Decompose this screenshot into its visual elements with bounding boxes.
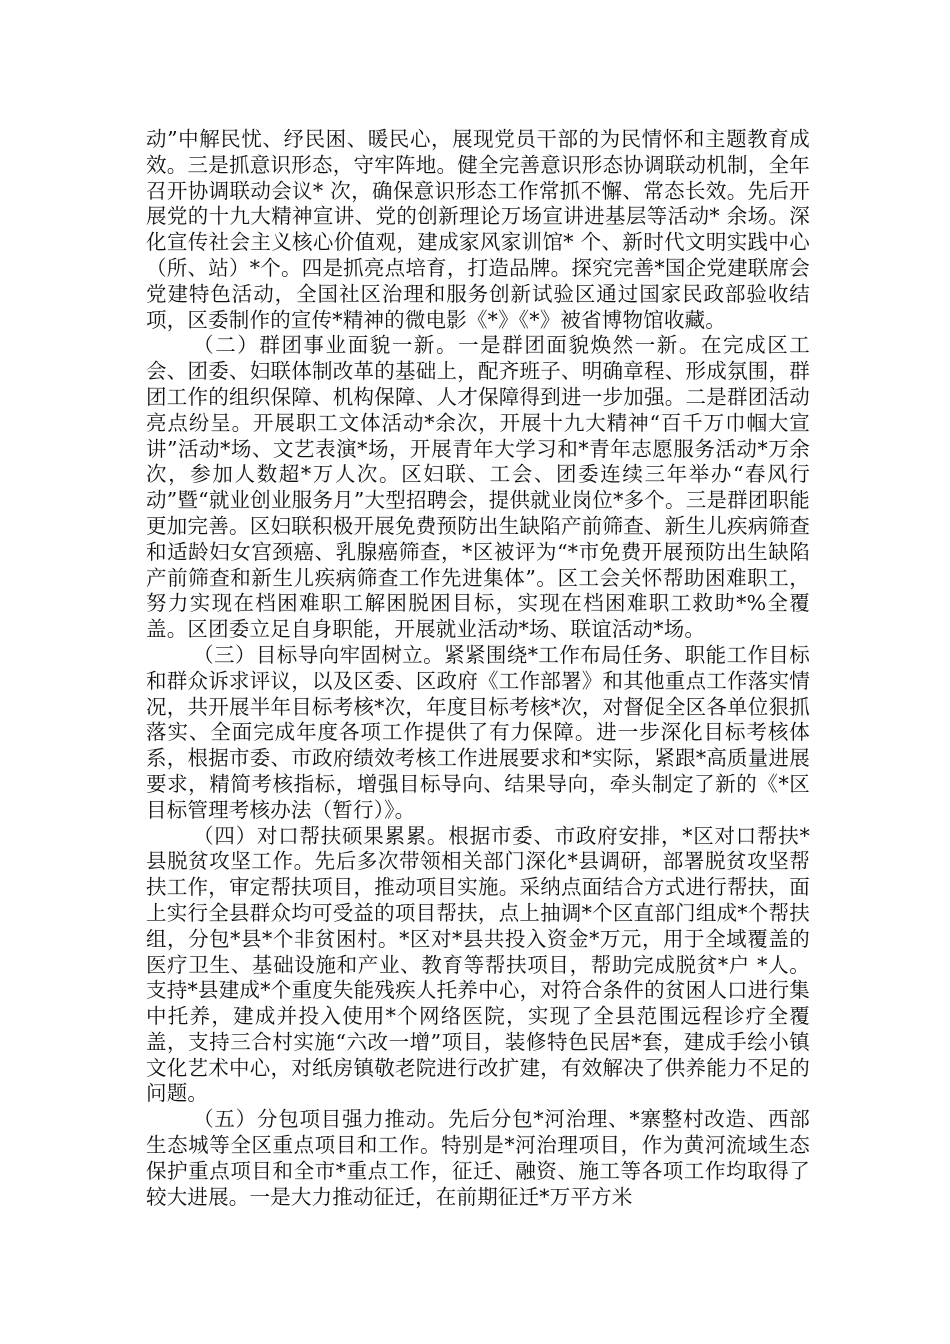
paragraph-section-2: （二）群团事业面貌一新。一是群团面貌焕然一新。在完成区工会、团委、妇联体制改革的基础上，配齐班子、明确章程、形成氛围，群团工作的组织保障、机构保障、人才保障得到进一步加强。二是群团活动亮点纷呈。开展职工文体活动*余次，开展十九大精神“百千万巾帼大宣讲”活动*场、文艺表演*场，开展青年大学习和*青年志愿服务活动*万余次，参加人数超*万人次。区妇联、工会、团委连续三年举办“春风行动”暨“就业创业服务月”大型招聘会，提供就业岗位*多个。三是群团职能更加完善。区妇联积极开展免费预防出生缺陷产前筛查、新生儿疾病筛查和适龄妇女宫颈癌、乳腺癌筛查，*区被评为“*市免费开展预防出生缺陷产前筛查和新生儿疾病筛查工作先进集体”。区工会关怀帮助困难职工，努力实现在档困难职工解困脱困目标，实现在档困难职工救助*%全覆盖。区团委立足自身职能，开展就业活动*场、联谊活动*场。	[146, 333, 810, 642]
paragraph-section-5: （五）分包项目强力推动。先后分包*河治理、*寨整村改造、西部生态城等全区重点项目和工作。特别是*河治理项目，作为黄河流域生态保护重点项目和全市*重点工作，征迁、融资、施工等各项工作均取得了较大进展。一是大力推动征迁，在前期征迁*万平方米	[146, 1107, 810, 1209]
document-body	[146, 127, 810, 1210]
paragraph-section-4: （四）对口帮扶硕果累累。根据市委、市政府安排，*区对口帮扶*县脱贫攻坚工作。先后多次带领相关部门深化*县调研，部署脱贫攻坚帮扶工作，审定帮扶项目，推动项目实施。采纳点面结合方式进行帮扶，面上实行全县群众均可受益的项目帮扶，点上抽调*个区直部门组成*个帮扶组，分包*县*个非贫困村。*区对*县共投入资金*万元，用于全域覆盖的医疗卫生、基础设施和产业、教育等帮扶项目，帮助完成脱贫*户 *人。支持*县建成*个重度失能残疾人托养中心，对符合条件的贫困人口进行集中托养，建成并投入使用*个网络医院，实现了全县范围远程诊疗全覆盖，支持三合村实施“六改一增”项目，装修特色民居*套，建成手绘小镇文化艺术中心，对纸房镇敬老院进行改扩建，有效解决了供养能力不足的问题。	[146, 823, 810, 1106]
paragraph-section-3: （三）目标导向牢固树立。紧紧围绕*工作布局任务、职能工作目标和群众诉求评议，以及区委、区政府《工作部署》和其他重点工作落实情况，共开展半年目标考核*次，年度目标考核*次，对督促全区各单位狠抓落实、全面完成年度各项工作提供了有力保障。进一步深化目标考核体系，根据市委、市政府绩效考核工作进展要求和*实际，紧跟*高质量进展要求，精简考核指标，增强目标导向、结果导向，牵头制定了新的《*区目标管理考核办法（暂行）》。	[146, 642, 810, 822]
paragraph-continuation: 动”中解民忧、纾民困、暖民心，展现党员干部的为民情怀和主题教育成效。三是抓意识形态，守牢阵地。健全完善意识形态协调联动机制，全年召开协调联动会议* 次，确保意识形态工作常抓不懈、常态长效。先后开展党的十九大精神宣讲、党的创新理论万场宣讲进基层等活动* 余场。深化宣传社会主义核心价值观，建成家风家训馆* 个、新时代文明实践中心（所、站）*个。四是抓亮点培育，打造品牌。探究完善*国企党建联席会党建特色活动，全国社区治理和服务创新试验区通过国家民政部验收结项，区委制作的宣传*精神的微电影《*》《*》被省博物馆收藏。	[146, 127, 810, 332]
